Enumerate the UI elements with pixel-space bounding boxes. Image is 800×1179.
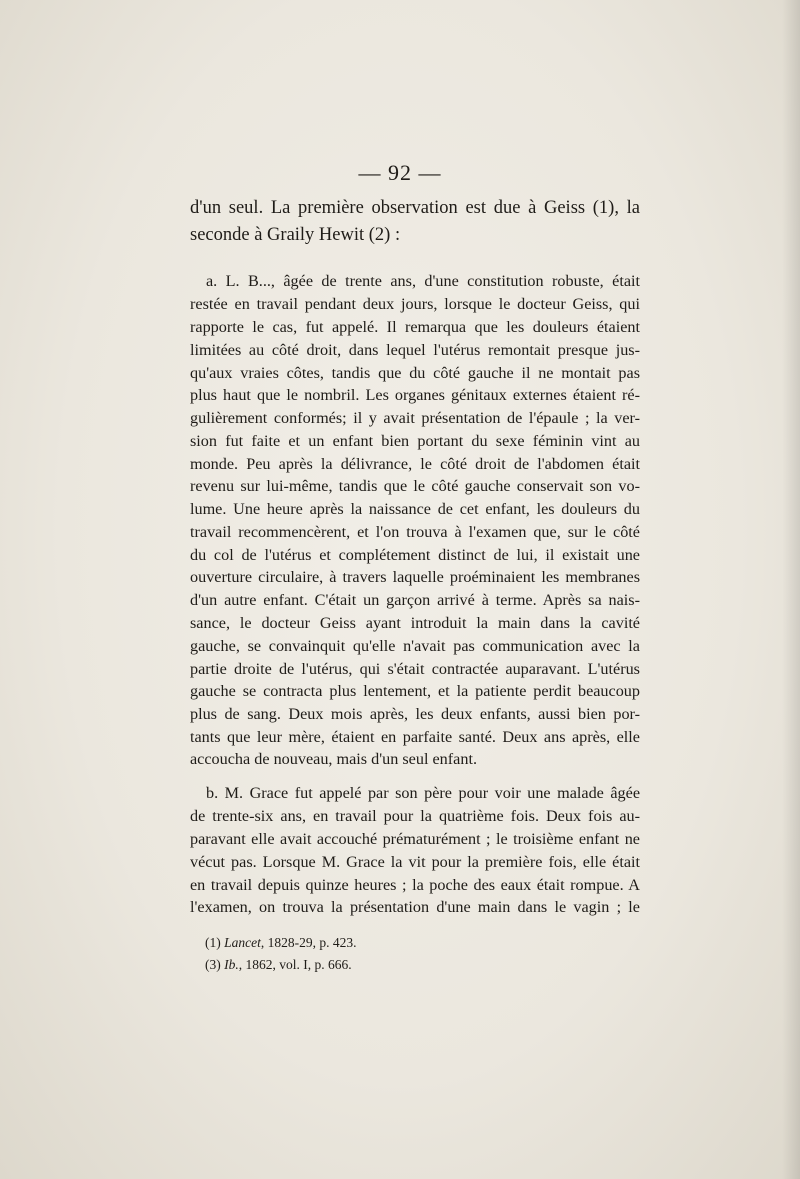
- text-line: paravant elle avait accouché prématurément ; le troisième enfant ne: [190, 830, 640, 848]
- text-line: l'examen, on trouva la présentation d'une main dans le vagin ; le: [190, 898, 640, 916]
- text-line: sion fut faite et un enfant bien portant du sexe féminin vint au: [190, 432, 640, 450]
- text-line: vécut pas. Lorsque M. Grace la vit pour la première fois, elle était: [190, 853, 640, 871]
- text-line: en travail depuis quinze heures ; la poche des eaux était rompue. A: [190, 876, 640, 894]
- text-line: plus de sang. Deux mois après, les deux enfants, aussi bien por-: [190, 705, 640, 723]
- text-line: d'un autre enfant. C'était un garçon arrivé à terme. Après sa nais-: [190, 591, 640, 609]
- text-line: qu'aux vraies côtes, tandis que du côté gauche il ne montait pas: [190, 364, 640, 382]
- text-line: partie droite de l'utérus, qui s'était contractée auparavant. L'utérus: [190, 660, 640, 678]
- text-line: monde. Peu après la délivrance, le côté droit de l'abdomen était: [190, 455, 640, 473]
- text-line: ouverture circulaire, à travers laquelle proéminaient les membranes: [190, 568, 640, 586]
- text-line: revenu sur lui-même, tandis que le côté gauche conservait son vo-: [190, 477, 640, 495]
- footnote-marker: (1): [205, 935, 221, 950]
- text-line: de trente-six ans, en travail pour la quatrième fois. Deux fois au-: [190, 807, 640, 825]
- footnote: [205, 957, 352, 973]
- text-line: accoucha de nouveau, mais d'un seul enfant.: [190, 750, 477, 768]
- text-line: plus haut que le nombril. Les organes génitaux externes étaient ré-: [190, 386, 640, 404]
- text-line: seconde à Graily Hewit (2) :: [190, 225, 401, 245]
- text-line: b. M. Grace fut appelé par son père pour voir une malade âgée: [206, 784, 640, 802]
- text-line: gulièrement conformés; il y avait présentation de l'épaule ; la ver-: [190, 409, 640, 427]
- footnote-source: Ib.: [224, 957, 239, 972]
- text-line: travail recommencèrent, et l'on trouva à l'examen que, sur le côté: [190, 523, 640, 541]
- text-line: gauche, se convainquit qu'elle n'avait pas communication avec la: [190, 637, 640, 655]
- page-number: — 92 —: [358, 160, 442, 185]
- text-line: tants que leur mère, étaient en parfaite santé. Deux ans après, elle: [190, 728, 640, 746]
- text-line: sance, le docteur Geiss ayant introduit la main dans la cavité: [190, 614, 640, 632]
- text-line: du col de l'utérus et complétement distinct de lui, il existait une: [190, 546, 640, 564]
- footnote-details: , 1828-29, p. 423.: [260, 935, 357, 950]
- footnote: [205, 935, 357, 951]
- text-line: restée en travail pendant deux jours, lorsque le docteur Geiss, qui: [190, 295, 640, 313]
- footnote-details: , 1862, vol. I, p. 666.: [238, 957, 352, 972]
- text-line: rapporte le cas, fut appelé. Il remarqua que les douleurs étaient: [190, 318, 640, 336]
- footnote-marker: (3): [205, 957, 221, 972]
- text-line: a. L. B..., âgée de trente ans, d'une constitution robuste, était: [206, 272, 640, 290]
- footnote-source: Lancet: [224, 935, 261, 950]
- text-line: d'un seul. La première observation est due à Geiss (1), la: [190, 198, 640, 218]
- text-line: lume. Une heure après la naissance de cet enfant, les douleurs du: [190, 500, 640, 518]
- text-line: gauche se contracta plus lentement, et la patiente perdit beaucoup: [190, 682, 640, 700]
- text-line: limitées au côté droit, dans lequel l'utérus remontait presque jus-: [190, 341, 640, 359]
